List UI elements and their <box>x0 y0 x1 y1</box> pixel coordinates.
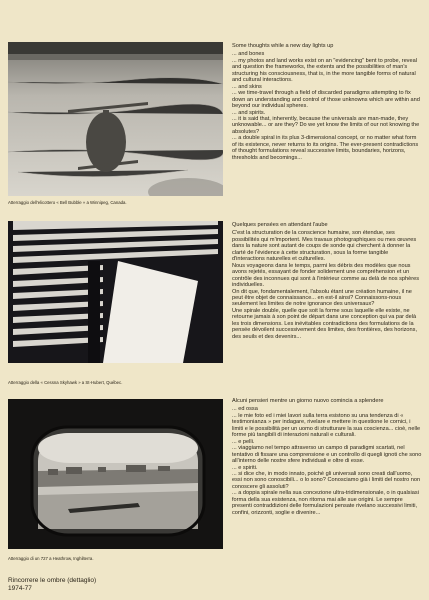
artwork-years: 1974-77 <box>8 584 32 592</box>
paragraph: ... a double spiral in its plus 3-dimensional concept, or no matter what form of its existence, never returns to its origins. The ever-present contradictions of thought formulations reveal successive limits, boundaries, horizons, thresholds and becomings... <box>232 135 419 161</box>
paragraph: ... my photos and land works exist on an "evidencing" bent to probe, reveal and question the frameworks, the extents and the possibilities of man's structuring his consciousness, that is, in the more tangible forms of natural and cultural interactions. <box>232 57 417 84</box>
artwork-title: Rincorrere le ombre (dettaglio) <box>8 577 97 584</box>
paragraph: ... it is said that, inherently, because the universals are man-made, they unknowable... or are they? Do we yet know the limits of our not knowing the absolutes? <box>232 115 420 135</box>
photo-helicopter-shadow <box>8 42 223 196</box>
paragraph: ... viaggiamo nel tempo attraverso un campo di paradigmi scartati, nel tentativo di fissare una comprensione e un controllo di quegli ignoti che sono all'interno delle nostre sfere individuali e oltre di esse. <box>232 445 422 465</box>
paragraph: ... ed ossa <box>232 406 258 413</box>
paragraph: ... we time-travel through a field of discarded paradigms attempting to fix down an understanding and control of those unknowns which are within and beyond our individual spheres. <box>232 90 420 110</box>
heading-french: Quelques pensées en attendant l'aube <box>232 222 328 228</box>
airplane-window-image <box>8 399 223 549</box>
paragraph: ... and bones <box>232 51 265 58</box>
text-block-english <box>232 43 422 161</box>
heading-italian: Alcuni pensieri mentre un giorno nuovo comincia a splendere <box>232 398 384 404</box>
paragraph: On dit que, fondamentalement, l'absolu étant une création humaine, il ne peut être objet de connaissance... en est-il ainsi? Connaissons-nous seulement les limites de notre ignorance des universaux? <box>232 288 412 308</box>
helicopter-shadow-image <box>8 42 223 196</box>
photo-airplane-window <box>8 399 223 549</box>
paragraph: Nous voyageons dans le temps, parmi les débris des modèles que nous avons rejetés, essayant de fonder solidement une compréhension et un contrôle des inconnues qui sont à l'intérieur comme au delà de nos sphères individuelles. <box>232 262 420 289</box>
paragraph: C'est la structuration de la conscience humaine, son étendue, ses possibilités qui m'importent. Mes travaux photographiques ou mes œuvres dans la nature sont autant de coups de sonde qui cherchent à donner la clarté de l'évidence à cette structuration, sous la forme tangible d'interactions naturelles et culturelles. <box>232 230 417 263</box>
paragraph: ... and spirits. <box>232 109 266 116</box>
caption-cessna: Atterraggio della « Cessna Skyhawk » a St-Hubert, Québec. <box>8 380 123 385</box>
paragraph: ... le mie foto ed i miei lavori sulla terra esistono su una tendenza di « testimonianza » per indagare, rivelare e mettere in questione le cornici, i limiti e le possibilità per un uomo di strutturare la sua coscienza... cioè, nelle forme più tangibili di interazioni naturali e culturali. <box>232 412 421 439</box>
photo-window-blinds <box>8 221 223 363</box>
paragraph: ... si dice che, in modo innato, poiché gli universali sono creati dall'uomo, essi non sono conoscibili... o lo sono? Conosciamo già i limiti del nostro non conoscere gli assoluti? <box>232 470 421 490</box>
text-block-french <box>232 222 422 340</box>
paragraph: Une spirale double, quelle que soit la forme sous laquelle elle existe, ne retourne jamais à son point de départ dans une conception qui va par delà les trois dimensions. Les inévitables contradictions des formulations de la pensée dévoilent successivement des limites, des frontières, des horizons, des seuils et des devenirs... <box>232 307 417 340</box>
paragraph: ... e spiriti. <box>232 464 258 471</box>
caption-boeing: Atterraggio di un 727 a Heathrow, Inghilterra. <box>8 556 94 561</box>
paragraph: ... and skins <box>232 83 262 90</box>
paragraph: ... e pelli. <box>232 438 255 445</box>
text-block-italian <box>232 398 422 516</box>
footer-title <box>8 577 96 592</box>
paragraph: ... a doppia spirale nella sua concezione ultra-tridimensionale, o in qualsiasi forma della sua esistenza, non ritorna mai alle sue origini. Le sempre presenti contraddizioni delle formulazioni pensate rivelano successivi limiti, confini, orizzonti, soglie e divenire... <box>232 490 419 516</box>
heading-english: Some thoughts while a new day lights up <box>232 43 334 49</box>
blinds-shadow-image <box>8 221 223 363</box>
caption-helicopter: Atterraggio dell'elicottero « Bell Bubble » a Winnipeg, Canada. <box>8 200 127 205</box>
